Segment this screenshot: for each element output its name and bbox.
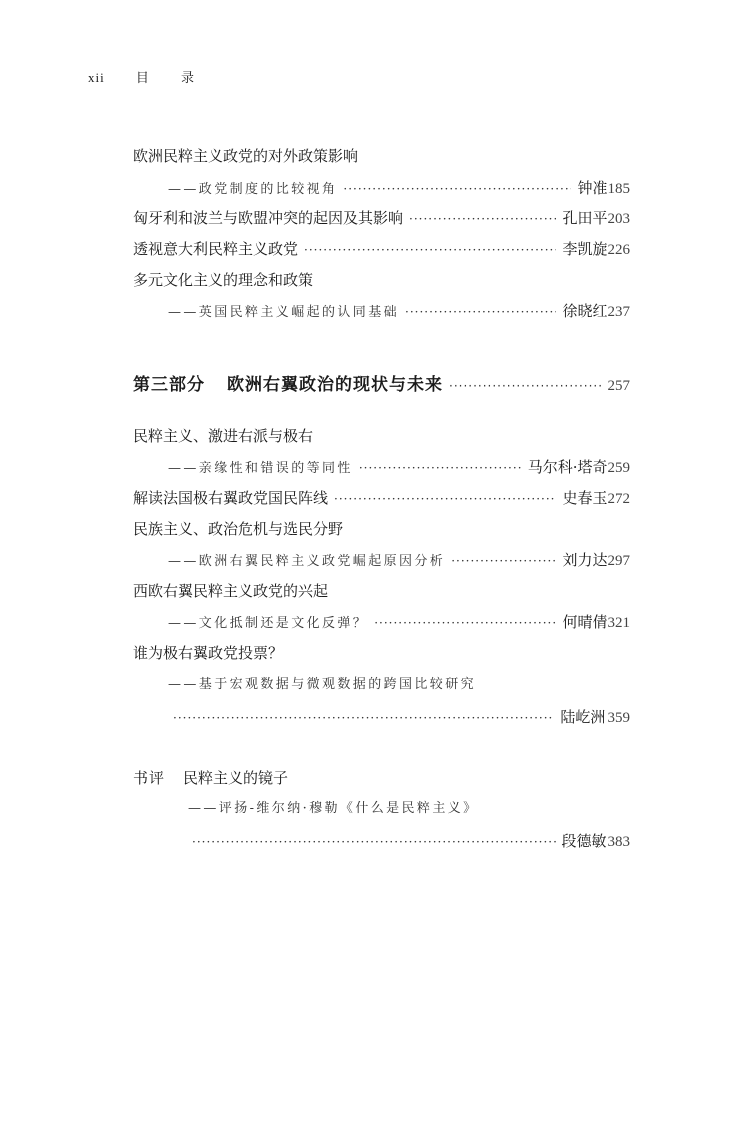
leader-dots [334, 488, 556, 510]
toc-entry-subtitle-line[interactable]: ——亲缘性和错误的等同性 ····· 马尔科·塔奇 259 [168, 456, 630, 480]
toc-page-number: 297 [607, 553, 630, 569]
toc-entry-title[interactable]: 多元文化主义的理念和政策 [133, 271, 314, 289]
part-heading[interactable] [133, 370, 630, 395]
review-title-line[interactable] [133, 767, 630, 789]
toc-author: 陆屹洲 [560, 708, 606, 726]
toc-page-number: 237 [607, 304, 630, 320]
toc-entry-title[interactable]: 西欧右翼民粹主义政党的兴起 [133, 582, 329, 600]
toc-author: 段德敏 [561, 832, 607, 850]
toc-entry-subtitle-line[interactable]: ——文化抵制还是文化反弹？ ····· 何晴倩 321 [168, 611, 630, 635]
leader-dots [409, 208, 556, 230]
toc-entry-title[interactable]: 欧洲民粹主义政党的对外政策影响 [133, 147, 359, 165]
toc-entry[interactable]: 匈牙利和波兰与欧盟冲突的起因及其影响 ····· 孔田平 203 [133, 207, 630, 230]
toc-author: 李凯旋 [562, 240, 608, 258]
toc-page-number: 226 [607, 242, 630, 258]
review-subtitle: ——评扬-维尔纳·穆勒《什么是民粹主义》 [188, 801, 479, 816]
toc-page-number: 359 [607, 710, 630, 726]
toc-entry-subtitle-line[interactable]: ——英国民粹主义崛起的认同基础 ····· 徐晓红 237 [168, 300, 630, 324]
running-header [88, 67, 208, 86]
toc-page-number: 259 [607, 460, 630, 476]
leader-dots [359, 457, 522, 479]
leader-dots [451, 550, 556, 572]
toc-author: 孔田平 [562, 209, 608, 227]
toc-entry-title[interactable]: 谁为极右翼政党投票？ [133, 644, 284, 662]
toc-entry[interactable]: 解读法国极右翼政党国民阵线 ····· 史春玉 272 [133, 487, 630, 510]
toc-author: 马尔科·塔奇 [527, 458, 608, 476]
toc-entry-title[interactable]: 民族主义、政治危机与选民分野 [133, 520, 344, 538]
toc-page-number: 321 [607, 615, 630, 631]
toc-page-number: 257 [607, 378, 630, 394]
toc-author: 钟准 [577, 179, 608, 197]
leader-dots [192, 831, 556, 853]
toc-author: 徐晓红 [562, 302, 608, 320]
toc-entry-leader-line[interactable] [173, 706, 630, 729]
part-label: 第三部分 [133, 375, 205, 395]
leader-dots [343, 178, 571, 200]
leader-dots [304, 239, 556, 261]
toc-entry-subtitle-line[interactable]: ——政党制度的比较视角 ····· 钟准 185 [168, 177, 630, 201]
toc-page-number: 185 [607, 181, 630, 197]
toc-page-number: 272 [607, 491, 630, 507]
toc-page-number: 203 [607, 211, 630, 227]
review-label: 书评 [133, 769, 166, 787]
review-title: 民粹主义的镜子 [183, 769, 289, 787]
toc-entry-title[interactable]: 民粹主义、激进右派与极右 [133, 427, 314, 445]
part-title: 欧洲右翼政治的现状与未来 [227, 375, 443, 395]
toc-author: 刘力达 [562, 551, 608, 569]
leader-dots [405, 301, 556, 323]
header-title: 目 录 [135, 71, 209, 86]
toc-author: 何晴倩 [562, 613, 608, 631]
leader-dots [449, 379, 602, 393]
toc-author: 史春玉 [562, 489, 608, 507]
toc-entry[interactable]: 透视意大利民粹主义政党 ····· 李凯旋 226 [133, 238, 630, 261]
toc-entry-subtitle: ——基于宏观数据与微观数据的跨国比较研究 [168, 677, 477, 692]
toc-entry-subtitle-line[interactable]: ——欧洲右翼民粹主义政党崛起原因分析 ····· 刘力达 297 [168, 549, 630, 573]
toc-page-number: 383 [607, 834, 630, 850]
review-leader-line[interactable] [192, 830, 630, 853]
leader-dots [374, 612, 556, 634]
leader-dots [173, 707, 554, 729]
header-page-number: xii [88, 70, 105, 85]
